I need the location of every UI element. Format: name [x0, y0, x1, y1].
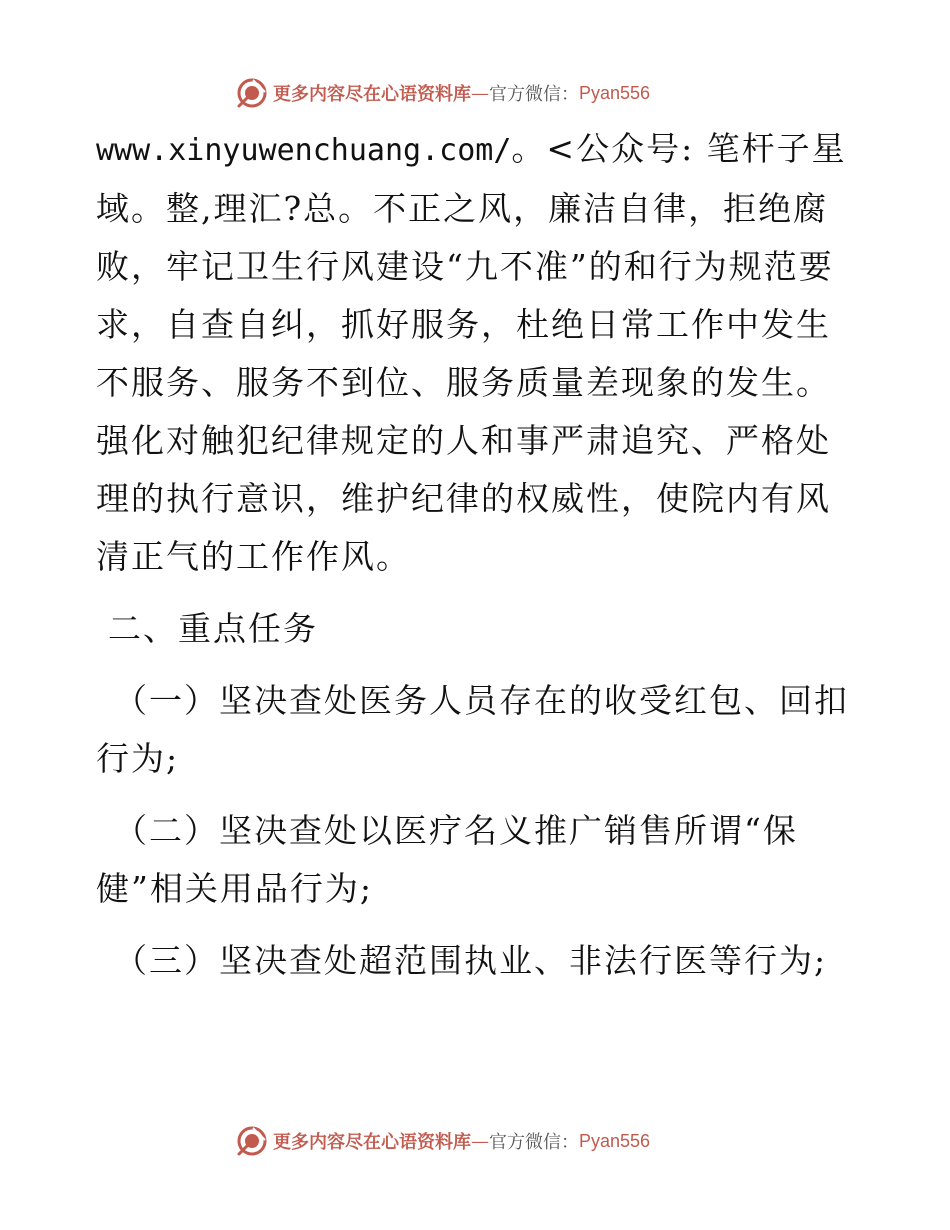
footer-banner-separator: —	[471, 1130, 489, 1152]
task-item-2-text: （二）坚决查处以医疗名义推广销售所谓“保健”相关用品行为;	[96, 811, 798, 908]
website-url: www.xinyuwenchuang.com/	[96, 133, 512, 168]
paragraph-text: 。<公众号: 笔杆子星域。整,理汇?总。不正之风，廉洁自律，拒绝腐败，牢记卫生行风建设“九不准”的和行为规范要求，自查自纠，抓好服务，杜绝日常工作中发生不服务、服务不到位、服务质量差现象的发生。强化对触犯纪律规定的人和事严肃追究、严格处理的执行意识，维护纪律的权威性，使院内有风清正气的工作作风。	[96, 129, 847, 576]
section-title: 二、重点任务	[108, 609, 318, 648]
footer-wechat-id: Pyan556	[579, 1130, 651, 1151]
task-item-1-text: （一）坚决查处医务人员存在的收受红包、回扣行为;	[96, 681, 849, 778]
body-paragraph	[96, 120, 856, 586]
task-item-2	[96, 802, 856, 918]
pen-logo-icon	[235, 1124, 269, 1158]
task-item-3	[96, 932, 856, 990]
header-wechat-label: 官方微信：	[489, 84, 579, 105]
header-wechat-id: Pyan556	[579, 82, 651, 103]
header-banner-separator: —	[471, 82, 489, 104]
footer-banner	[235, 1124, 650, 1158]
pen-logo-icon	[235, 76, 269, 110]
task-item-1	[96, 672, 856, 788]
footer-banner-text: 更多内容尽在心语资料库	[273, 1132, 471, 1153]
task-item-3-text: （三）坚决查处超范围执业、非法行医等行为;	[114, 941, 828, 980]
document-body	[96, 120, 856, 990]
header-banner-text: 更多内容尽在心语资料库	[273, 84, 471, 105]
footer-wechat-label: 官方微信：	[489, 1132, 579, 1153]
header-banner	[235, 76, 650, 110]
